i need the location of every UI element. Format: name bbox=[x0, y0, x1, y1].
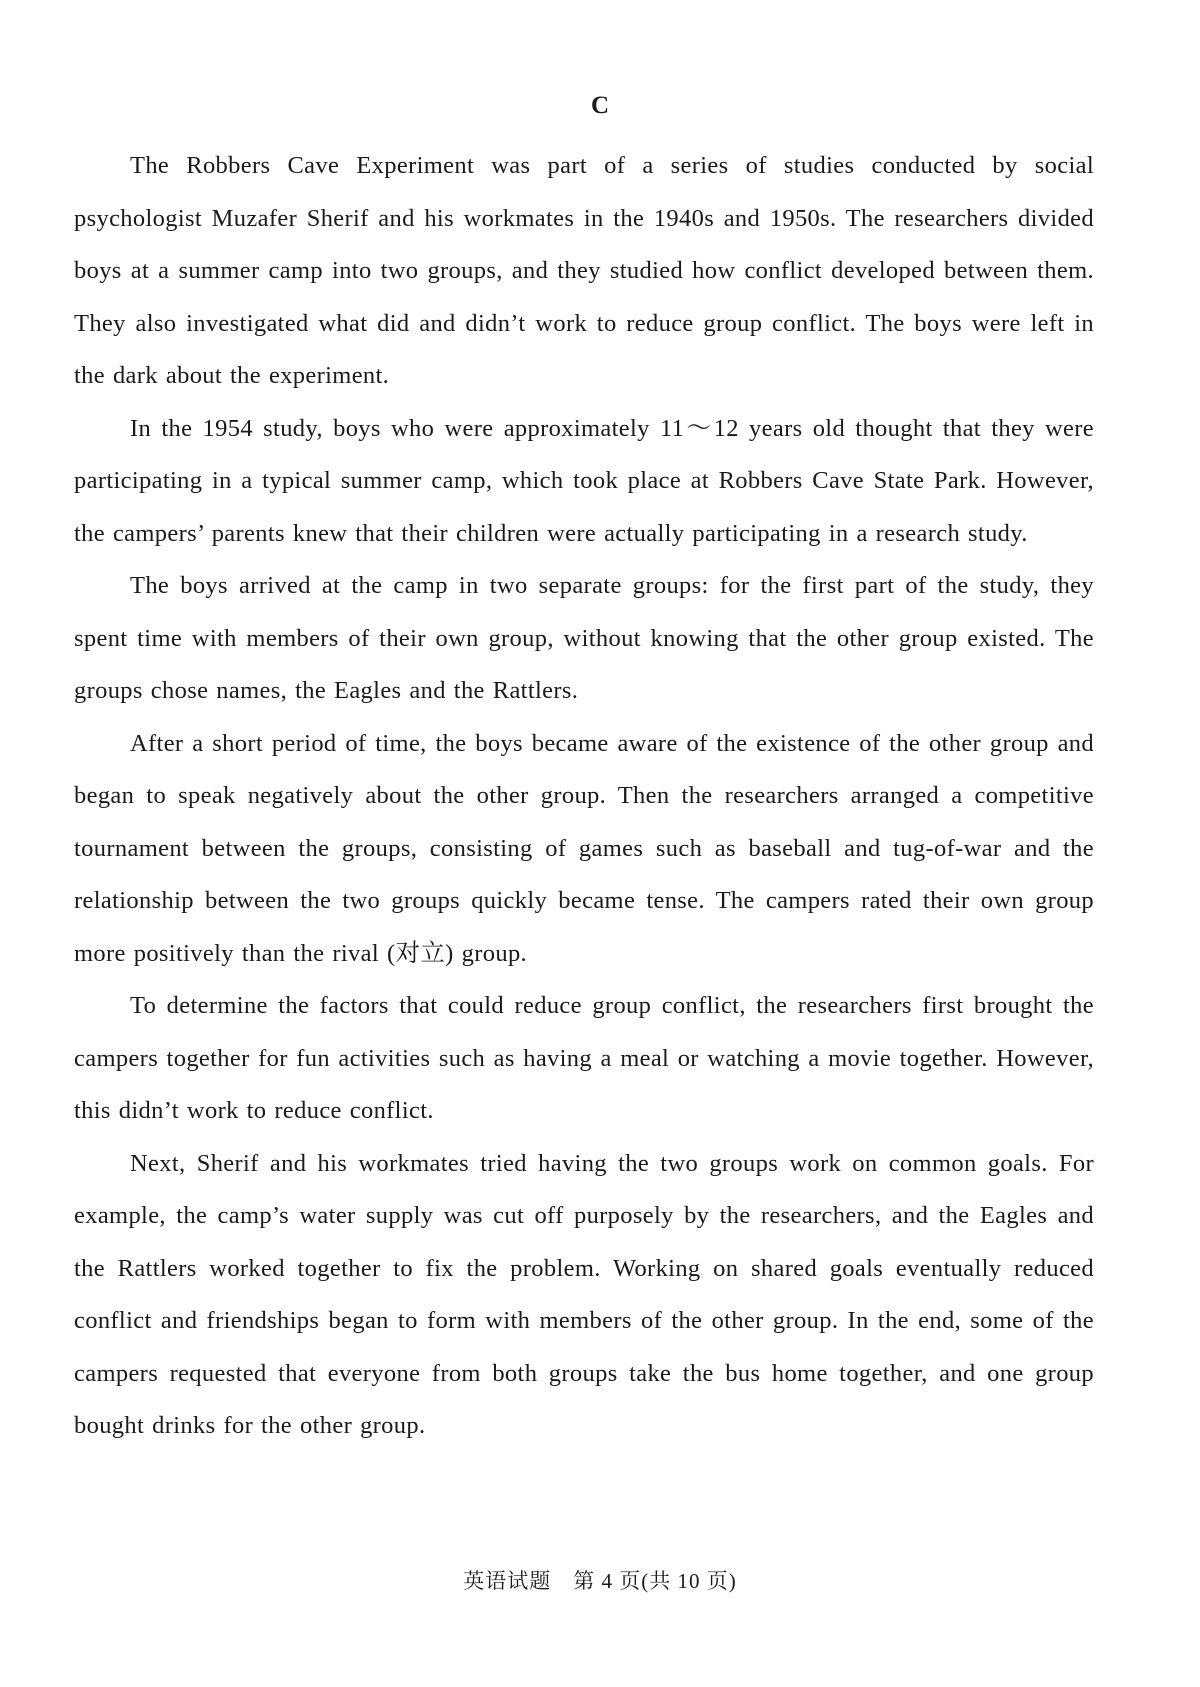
paragraph-1: The Robbers Cave Experiment was part of a series of studies conducted by social psychologist Muzafer Sherif and his workmates in the 1940s and 1950s. The researchers divided boys at a summer camp into two groups, and they studied how conflict developed between them. They also investigated what did and didn’t work to reduce group conflict. The boys were left in the dark about the experiment. bbox=[74, 152, 1094, 389]
paragraph-3: The boys arrived at the camp in two separate groups: for the first part of the study, they spent time with members of their own group, without knowing that the other group existed. The groups chose names, the Eagles and the Rattlers. bbox=[74, 572, 1094, 704]
page-footer: 英语试题 第 4 页(共 10 页) bbox=[463, 1569, 737, 1593]
paragraph-2: In the 1954 study, boys who were approximately 11～12 years old thought that they were participating in a typical summer camp, which took place at Robbers Cave State Park. However, the campers’ parents knew that their children were actually participating in a research study. bbox=[74, 414, 1094, 547]
paragraph-6: Next, Sherif and his workmates tried having the two groups work on common goals. For example, the camp’s water supply was cut off purposely by the researchers, and the Eagles and the Rattlers worked together to fix the problem. Working on shared goals eventually reduced conflict and friendships began to form with members of the other group. In the end, some of the campers requested that everyone from both groups take the bus home together, and one group bought drinks for the other group. bbox=[74, 1149, 1094, 1439]
paragraph-4: After a short period of time, the boys became aware of the existence of the other group and began to speak negatively about the other group. Then the researchers arranged a competitive tournament between the groups, consisting of games such as baseball and tug-of-war and the relationship between the two groups quickly became tense. The campers rated their own group more positively than the rival (对立) group. bbox=[74, 729, 1094, 967]
reading-passage bbox=[74, 140, 1094, 1453]
section-heading: C bbox=[590, 92, 610, 119]
paragraph-5: To determine the factors that could reduce group conflict, the researchers first brought the campers together for fun activities such as having a meal or watching a movie together. However, this didn’t work to reduce conflict. bbox=[74, 992, 1094, 1124]
